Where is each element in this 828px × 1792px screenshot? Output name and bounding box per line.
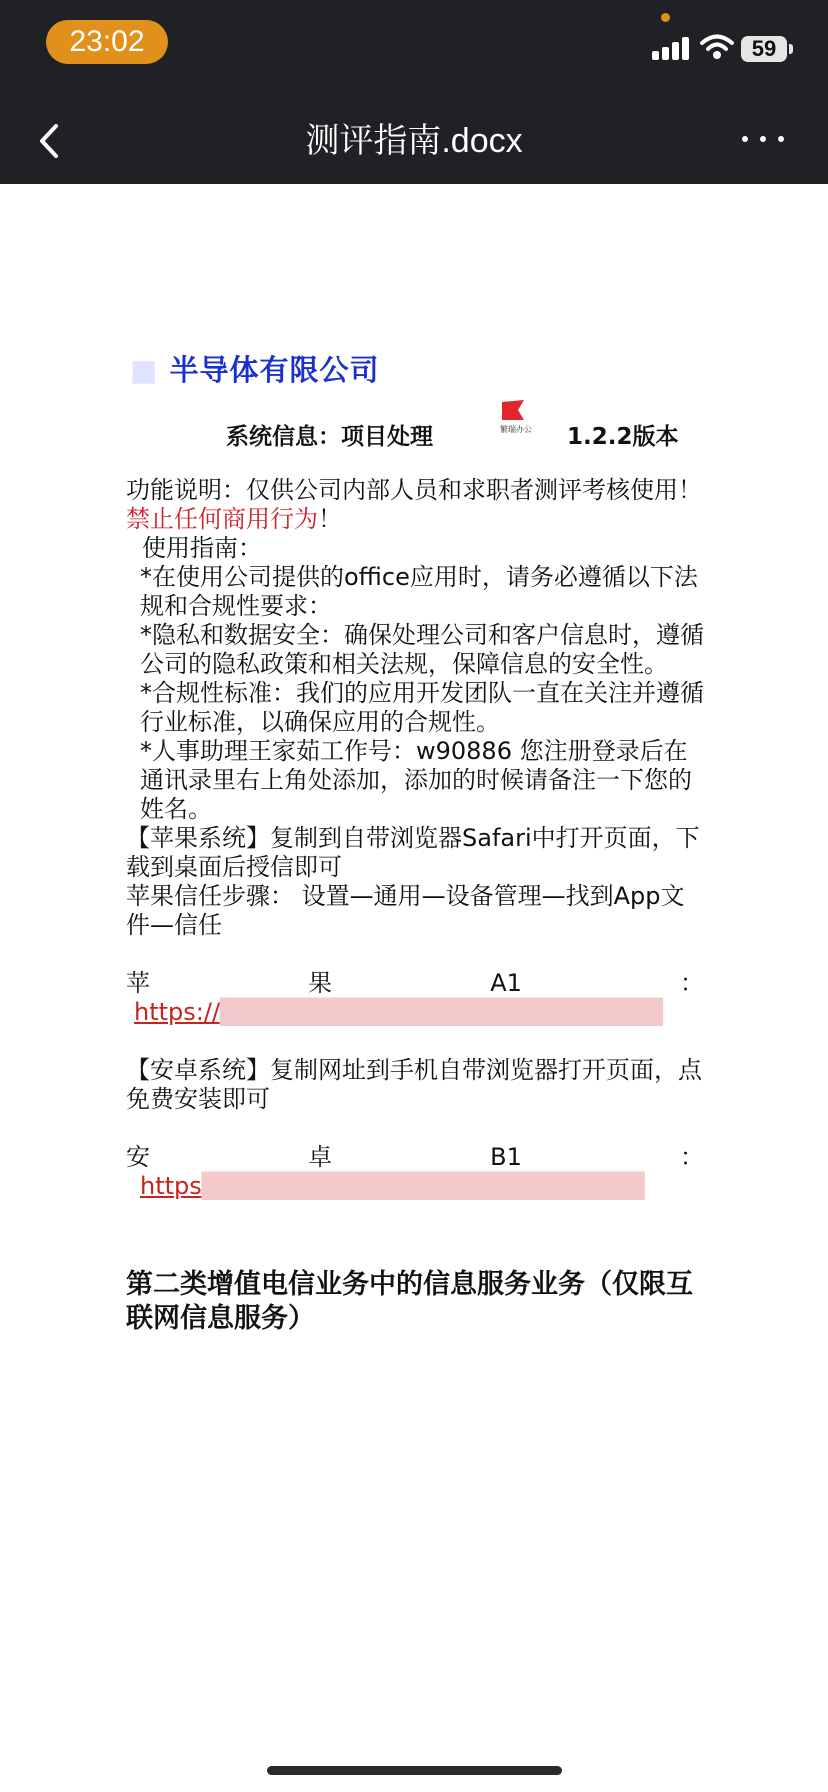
- apple-link-label: 苹 果 A1 ：: [126, 969, 704, 997]
- document-body: 功能说明：仅供公司内部人员和求职者测评考核使用！禁止任何商用行为！ 使用指南： *在使用公司提供的office应用时，请务必遵循以下法规和合规性要求： *隐私和数据安全：确保处理公司和客户信息时，遵循公司的隐私政策和相关法规，保障信息的安全性。 *合规性标准：我们的应用开发团队一直在关注并遵循行业标准，以确保应用的合规性。 *人事助理王家茹工作号：w90886 您注册登录后在通讯录里右上角处添加，添加的时候请备注一下您的姓名。 【苹果系统】复制到自带浏览器Safari中打开页面，下载到桌面后授信即可 苹果信任步骤： 设置—通用—设备管理—找到App文件—信任 苹 果 A1 ： https://████████████████████████ 【安卓系统】复制网址到手机自带浏览器打开页面，点免费安装即可 安 卓 B1 ： https████████████████████████: [126, 476, 704, 1200]
- android-download-link[interactable]: https: [140, 1172, 202, 1200]
- logo-text: 繁瑞办公: [500, 425, 532, 434]
- apple-instructions: 【苹果系统】复制到自带浏览器Safari中打开页面，下载到桌面后授信即可: [126, 824, 700, 881]
- guide-item-office: *在使用公司提供的office应用时，请务必遵循以下法规和合规性要求：: [140, 563, 698, 620]
- home-indicator[interactable]: [267, 1766, 562, 1775]
- status-time: 23:02: [46, 20, 168, 64]
- guide-title: 使用指南：: [142, 534, 262, 562]
- more-options-button[interactable]: [742, 126, 786, 152]
- guide-item-contact: *人事助理王家茹工作号：w90886 您注册登录后在通讯录里右上角处添加，添加的时候请备注一下您的姓名。: [140, 737, 692, 823]
- apple-trust-steps: 苹果信任步骤： 设置—通用—设备管理—找到App文件—信任: [126, 882, 685, 939]
- apple-download-link[interactable]: https://: [134, 998, 221, 1026]
- wifi-icon: [700, 34, 734, 60]
- battery-icon: 59: [741, 36, 787, 62]
- system-info: 系统信息：项目处理: [226, 424, 433, 450]
- guide-item-compliance: *合规性标准：我们的应用开发团队一直在关注并遵循行业标准，以确保应用的合规性。: [140, 679, 704, 736]
- privacy-indicator-dot: [661, 13, 670, 22]
- section-heading: 第二类增值电信业务中的信息服务业务（仅限互联网信息服务）: [126, 1269, 693, 1334]
- commercial-warning: 禁止任何商用行为: [126, 505, 318, 533]
- function-description: 功能说明：仅供公司内部人员和求职者测评考核使用！禁止任何商用行为！: [126, 476, 702, 533]
- android-instructions: 【安卓系统】复制网址到手机自带浏览器打开页面，点免费安装即可: [126, 1056, 702, 1113]
- cellular-signal-icon: [652, 36, 692, 60]
- top-bar: [0, 0, 828, 184]
- document-title: 测评指南.docx: [305, 122, 523, 160]
- back-button[interactable]: [30, 116, 70, 166]
- company-name: ■ 半导体有限公司: [130, 353, 380, 387]
- battery-tip: [789, 44, 793, 54]
- guide-item-privacy: *隐私和数据安全：确保处理公司和客户信息时，遵循公司的隐私政策和相关法规，保障信息的安全性。: [140, 621, 704, 678]
- android-link-label: 安 卓 B1 ：: [126, 1143, 704, 1171]
- document-page[interactable]: [0, 184, 828, 1744]
- version-label: 1.2.2版本: [567, 424, 679, 450]
